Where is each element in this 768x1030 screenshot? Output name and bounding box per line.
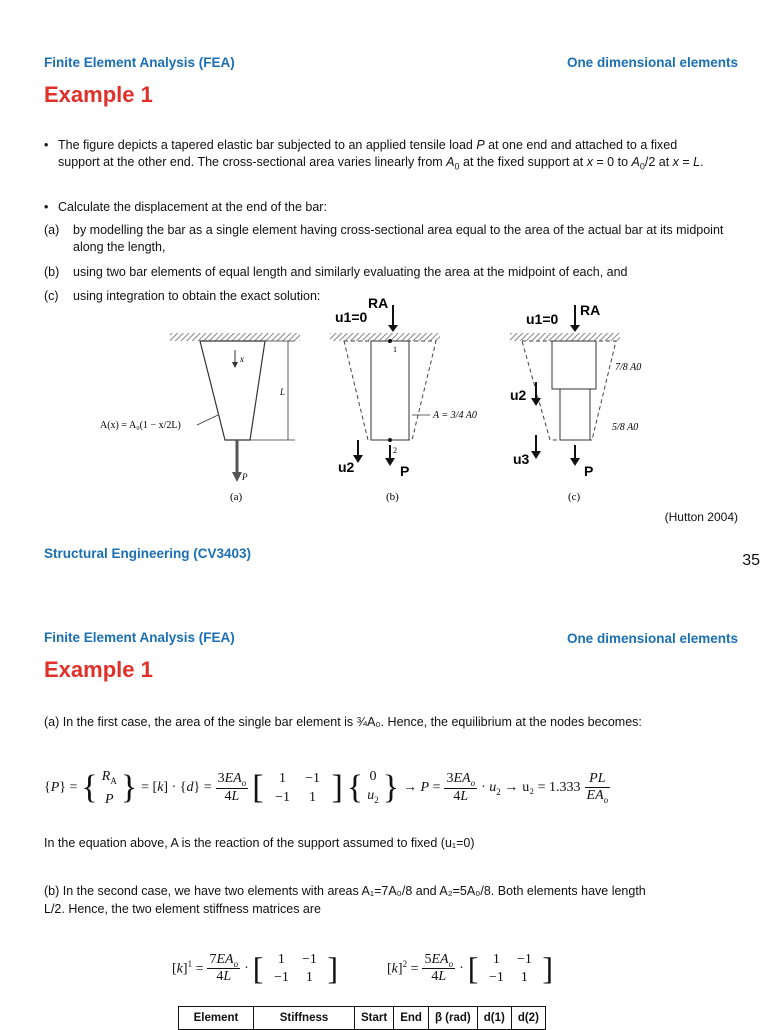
bullet-1-span: The figure depicts a tapered elastic bar subjected to an applied tensile load P at one end and attached to a fixed support at the other end. The cross-sectional area varies linearly from $A_0$ at the fixed support at x = 0 to $A_0/2$ at x = L. (58, 138, 704, 172)
table-header-row (179, 1007, 546, 1030)
force-vector: $R_A$ P (101, 768, 117, 808)
u3-label-c: u3 (513, 451, 530, 467)
caption-c: (c) (568, 491, 581, 503)
figure-b (330, 295, 477, 503)
bullet-1-text (58, 137, 718, 176)
area-leader (197, 415, 218, 425)
eq-note: In the equation above, A is the reaction of the support assumed to fixed (u₁=0) (44, 836, 475, 850)
element-2-c (560, 389, 590, 440)
page-number: 35 (742, 552, 760, 569)
node-1-label: 1 (393, 345, 397, 354)
figure-a (100, 333, 300, 503)
eq-u2: · $u_2$ → (481, 779, 519, 797)
fixed-support-a (170, 333, 300, 341)
th-d2: d(2) (511, 1007, 545, 1030)
header-right: One dimensional elements (566, 631, 738, 646)
slide-title: Example 1 (44, 657, 153, 682)
bracket: [ (252, 769, 264, 806)
item-a-text: by modelling the bar as a single element having cross-sectional area equal to the area of the actual bar at its midpoint along the length, (73, 223, 724, 254)
eq-kd: = [k] · {d} = (141, 780, 212, 795)
u2-arrow-head (353, 455, 363, 463)
u1-label-b: u1=0 (335, 309, 368, 325)
item-c-label: (c) (44, 289, 59, 303)
equilibrium-equation (44, 760, 744, 816)
citation: (Hutton 2004) (664, 510, 738, 524)
element-table (178, 1006, 546, 1030)
th-start: Start (355, 1007, 394, 1030)
para-b-line2: L/2. Hence, the two element stiffness matrices are (44, 902, 321, 916)
u3-arrow-head (531, 451, 541, 459)
tapered-bar-a (200, 341, 265, 440)
stiffness-matrix: 1 −1 −1 1 (275, 771, 320, 805)
th-stiffness: Stiffness (254, 1007, 355, 1030)
th-element: Element (179, 1007, 254, 1030)
displacement-vector: 0 $u_2$ (367, 768, 379, 805)
area-c2-label: 5/8 A0 (612, 422, 639, 433)
node-2-label: 2 (393, 446, 397, 455)
element-1-c (552, 341, 596, 389)
brace: { (346, 769, 364, 806)
ra-label-c: RA (580, 302, 601, 318)
area-formula: A(x) = A₀(1 − x/2L) (100, 420, 181, 431)
area-c1-label: 7/8 A0 (615, 362, 642, 373)
footer-course: Structural Engineering (CV3403) (44, 546, 252, 561)
bullet-2-text: Calculate the displacement at the end of the bar: (58, 200, 327, 214)
u2-label-c: u2 (510, 387, 527, 403)
para-a: (a) In the first case, the area of the single bar element is ¾A₀. Hence, the equilibrium at the nodes becomes: (44, 715, 642, 729)
load-arrow-head (232, 472, 242, 482)
th-beta: β (rad) (428, 1007, 477, 1030)
area-b-label: A = 3/4 A0 (433, 410, 477, 421)
fig-P-label: P (242, 472, 248, 482)
stiffness-matrix-1: $[k]^1$ = $\frac{7EA_o}{4L}$ · [ 1 −1 −1 1 ] (172, 950, 339, 986)
eq-result: u₂ = 1.333 (522, 780, 581, 795)
u1-label-c: u1=0 (526, 311, 559, 327)
fig-x-label: x (240, 354, 244, 364)
para-b-line1: (b) In the second case, we have two elements with areas A₁=7A₀/8 and A₂=5A₀/8. Both elements have length (44, 884, 646, 898)
item-b-text: using two bar elements of equal length and similarly evaluating the area at the midpoint of each, and (73, 265, 628, 279)
fraction: $\frac{PL}{EA_o}$ (586, 771, 609, 805)
reaction-arrow-head (570, 325, 580, 332)
single-element-b (371, 341, 409, 440)
stiffness-matrix-2: $[k]^2$ = $\frac{5EA_o}{4L}$ · [ 1 −1 −1 1 ] (387, 950, 554, 986)
header-left: Finite Element Analysis (FEA) (44, 55, 235, 70)
ra-label-b: RA (368, 295, 389, 311)
u2-label-b: u2 (338, 459, 355, 475)
load-arrow-head (385, 458, 395, 466)
P-label-c: P (584, 463, 594, 479)
eq-lhs: {P} = (44, 780, 78, 795)
brace: } (382, 769, 400, 806)
item-b-label: (b) (44, 265, 60, 279)
caption-b: (b) (386, 491, 399, 503)
x-arrow-head (232, 362, 238, 368)
u2-arrow-head (531, 398, 541, 406)
eq-arrow: → P = (403, 780, 441, 795)
header-right: One dimensional elements (566, 55, 738, 70)
fraction: $\frac{3EA_o}{4L}$ (217, 771, 247, 804)
bullet-dot: • (44, 200, 49, 214)
tapered-bar-figure (90, 290, 750, 515)
fraction: $\frac{3EA_o}{4L}$ (446, 771, 476, 804)
item-c-text: using integration to obtain the exact solution: (73, 289, 321, 303)
figure-c (510, 302, 641, 503)
brace: { (81, 769, 98, 806)
node-2 (388, 438, 392, 442)
fixed-support-b (330, 333, 440, 341)
P-label-b: P (400, 463, 410, 479)
caption-a: (a) (230, 491, 243, 503)
slide-title: Example 1 (44, 82, 153, 107)
bracket: ] (331, 769, 343, 806)
load-arrow-head (570, 458, 580, 466)
tapered-outline-b (344, 341, 436, 440)
fig-L-label: L (280, 387, 286, 397)
bullet-dot: • (44, 138, 49, 152)
reaction-arrow-head (388, 325, 398, 332)
header-left: Finite Element Analysis (FEA) (44, 630, 235, 645)
fixed-support-c (510, 333, 620, 341)
th-d1: d(1) (477, 1007, 511, 1030)
node-1 (388, 339, 392, 343)
th-end: End (394, 1007, 429, 1030)
brace: } (120, 769, 138, 806)
item-a-label: (a) (44, 223, 60, 237)
